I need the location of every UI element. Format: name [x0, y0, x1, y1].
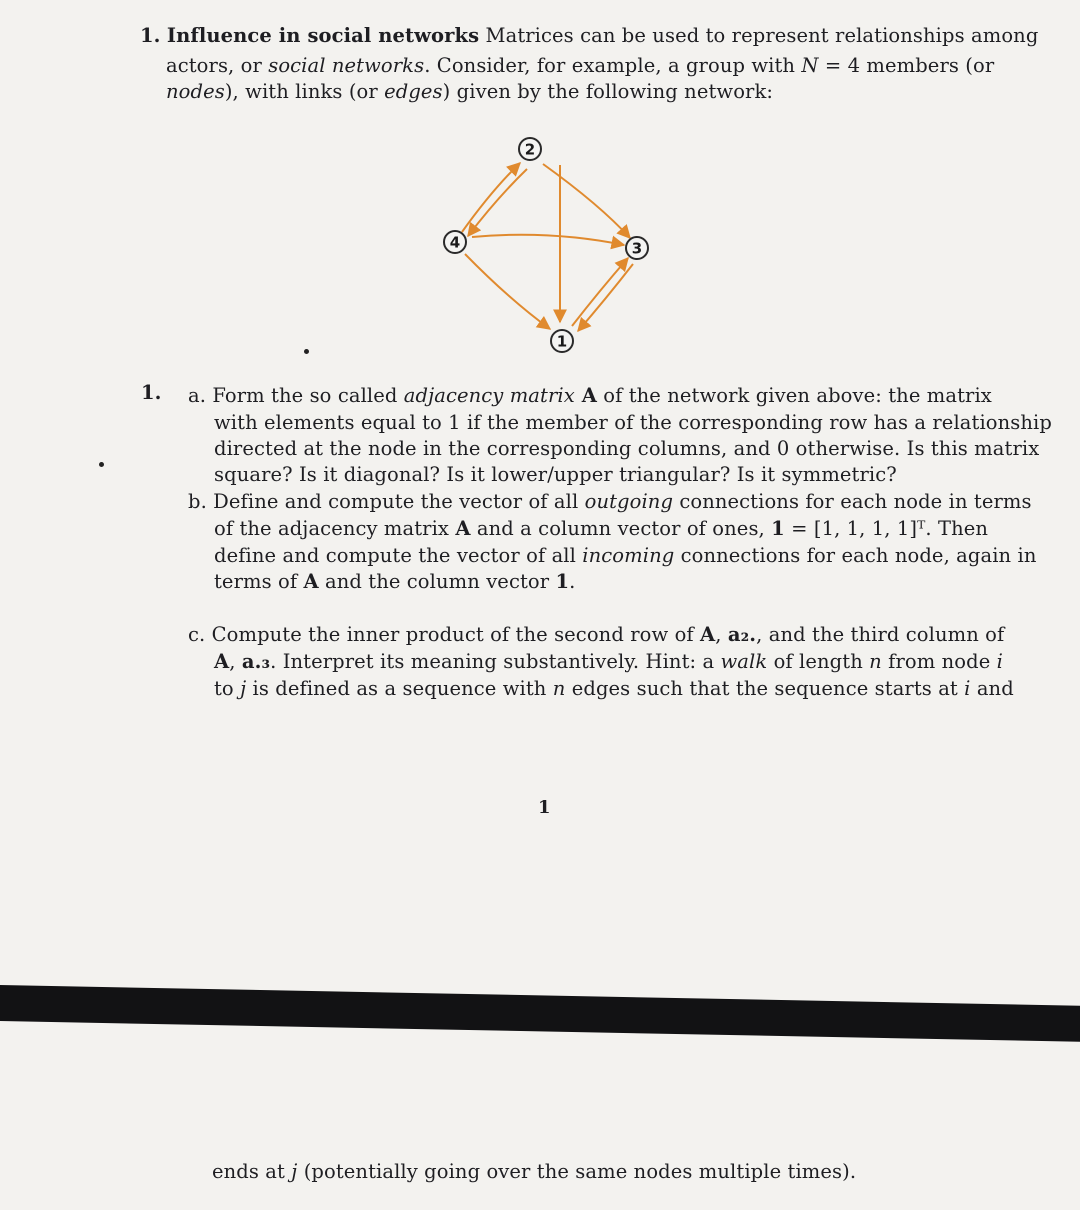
intro-line-3: nodes), with links (or edges) given by the following network:	[166, 80, 774, 103]
part-c-line-4: ends at j (potentially going over the same nodes multiple times).	[212, 1160, 857, 1183]
network-diagram	[0, 0, 1080, 380]
node-2	[519, 138, 541, 160]
svg-text:4: 4	[449, 233, 461, 252]
part-b-line-4: terms of A and the column vector 1.	[214, 570, 576, 593]
part-c-line-3: to j is defined as a sequence with n edges such that the sequence starts at i and	[214, 677, 1014, 700]
edge-1-3	[572, 258, 628, 326]
svg-text:3: 3	[631, 239, 643, 258]
part-a-line-4: square? Is it diagonal? Is it lower/upper triangular? Is it symmetric?	[214, 463, 897, 486]
part-b-line-1: b. Define and compute the vector of all outgoing connections for each node in terms	[188, 490, 1032, 513]
stray-mark	[99, 462, 104, 467]
intro-text: Matrices can be used to represent relationships among	[485, 24, 1039, 47]
part-c-line-1: c. Compute the inner product of the second row of A, a₂., and the third column of	[188, 623, 1005, 646]
stray-mark	[304, 349, 309, 354]
node-1	[551, 330, 573, 352]
node-3	[626, 237, 648, 259]
page-divider-bar	[0, 985, 1080, 1042]
svg-text:1: 1	[556, 332, 568, 351]
intro-line-2: actors, or social networks. Consider, for example, a group with N = 4 members (or	[166, 54, 995, 77]
node-4	[444, 231, 466, 253]
part-a-line-3: directed at the node in the corresponding columns, and 0 otherwise. Is this matrix	[214, 437, 1040, 460]
edge-3-1	[578, 264, 633, 331]
part-b-line-3: define and compute the vector of all incoming connections for each node, again in	[214, 544, 1037, 567]
edge-4-3	[472, 235, 624, 245]
edge-4-2	[462, 163, 520, 232]
problem-number: 1.	[140, 24, 161, 47]
part-a-line-1: a. Form the so called adjacency matrix A of the network given above: the matrix	[188, 384, 992, 407]
edge-2-4	[468, 169, 527, 236]
page-number: 1	[538, 797, 551, 818]
list-number: 1.	[141, 381, 162, 404]
part-a-line-2: with elements equal to 1 if the member of the corresponding row has a relationship	[214, 411, 1052, 434]
part-c-line-2: A, a.₃. Interpret its meaning substantively. Hint: a walk of length n from node i	[214, 650, 1003, 673]
part-b-line-2: of the adjacency matrix A and a column vector of ones, 1 = [1, 1, 1, 1]ᵀ. Then	[214, 517, 989, 540]
problem-title: Influence in social networks	[166, 24, 480, 47]
edge-4-1	[465, 254, 550, 329]
edge-2-3	[543, 164, 630, 238]
svg-text:2: 2	[524, 140, 536, 159]
